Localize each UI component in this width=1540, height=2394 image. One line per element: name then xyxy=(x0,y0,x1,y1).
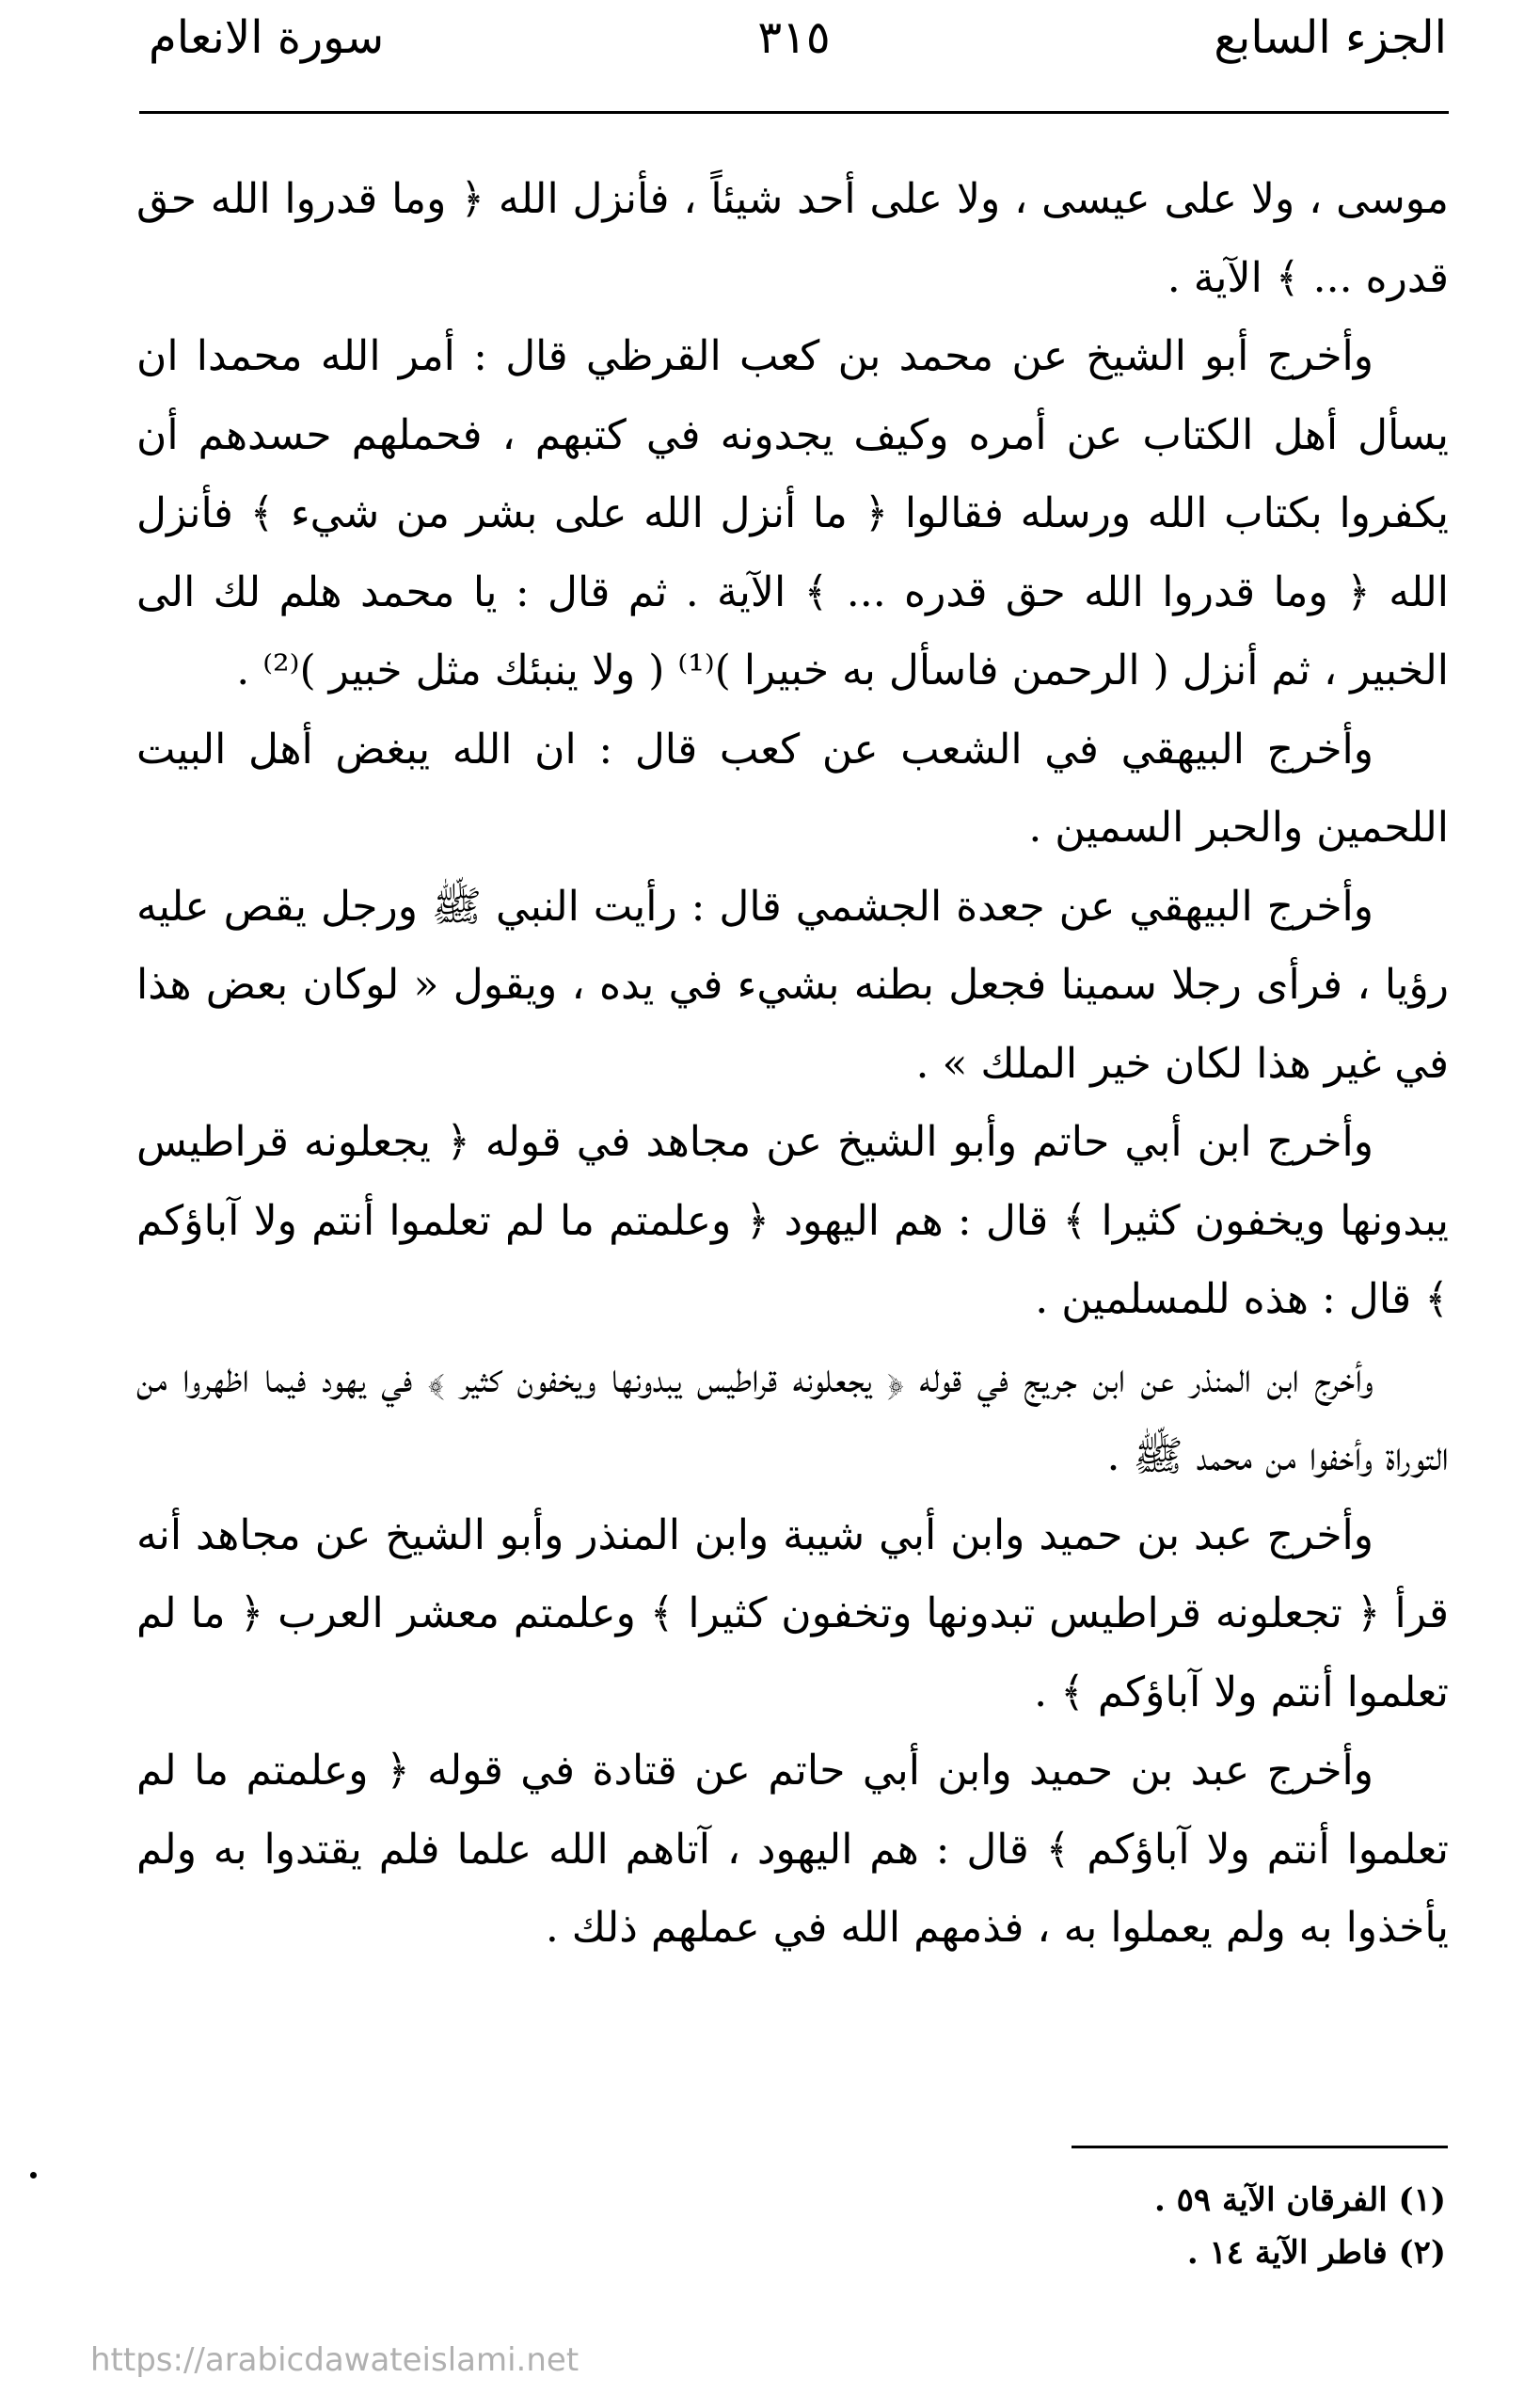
footnote-1: (١) الفرقان الآية ٥٩ . xyxy=(1153,2181,1446,2219)
juz-title: الجزء السابع xyxy=(1214,11,1447,64)
margin-dot xyxy=(30,2172,37,2179)
surah-title: سورة الانعام xyxy=(149,11,385,64)
page-number: ٣١٥ xyxy=(757,11,831,64)
paragraph: وأخرج البيهقي في الشعب عن كعب قال : ان الله يبغض أهل البيت اللحمين والحبر السمين . xyxy=(136,725,1449,852)
paragraph: وأخرج ابن المنذر عن ابن جريج في قوله ﴿ يجعلونه قراطيس يبدونها ويخفون كثير ﴾ في يهود فيما اظهروا من التوراة وأخفوا من محمد ﷺ . xyxy=(136,1353,1449,1480)
paragraph: وأخرج عبد بن حميد وابن أبي حاتم عن قتادة في قوله ﴿ وعلمتم ما لم تعلموا أنتم ولا آباؤكم ﴾ قال : هم اليهود ، آتاهم الله علما فلم يقتدوا به ولم يأخذوا به ولم يعملوا به ، فذمهم الله في عملهم ذلك . xyxy=(136,1747,1449,1952)
paragraph: وأخرج عبد بن حميد وابن أبي شيبة وابن المنذر وأبو الشيخ عن مجاهد أنه قرأ ﴿ تجعلونه قراطيس تبدونها وتخفون كثيرا ﴾ وعلمتم معشر العرب ﴿ ما لم تعلموا أنتم ولا آباؤكم ﴾ . xyxy=(136,1510,1449,1716)
paragraph-continuation: موسى ، ولا على عيسى ، ولا على أحد شيئاً ، فأنزل الله ﴿ وما قدروا الله حق قدره ... ﴾ الآية . xyxy=(136,175,1449,302)
paragraph: وأخرج أبو الشيخ عن محمد بن كعب القرظي قال : أمر الله محمدا ان يسأل أهل الكتاب عن أمره وكيف يجدونه في كتبهم ، فحملهم حسدهم أن يكفروا بكتاب الله ورسله فقالوا ﴿ ما أنزل الله على بشر من شيء ﴾ فأنزل الله ﴿ وما قدروا الله حق قدره ... ﴾ الآية . ثم قال : يا محمد هلم لك الى الخبير ، ثم أنزل ( الرحمن فاسأل به خبيرا )⁽¹⁾ ( ولا ينبئك مثل خبير )⁽²⁾ . xyxy=(136,332,1449,694)
page-header xyxy=(141,0,1447,104)
watermark-url: https://arabicdawateislami.net xyxy=(90,2341,579,2379)
paragraph: وأخرج البيهقي عن جعدة الجشمي قال : رأيت النبي ﷺ ورجل يقص عليه رؤيا ، فرأى رجلا سمينا فجعل بطنه بشيء في يده ، ويقول « لوكان بعض هذا في غير هذا لكان خير الملك » . xyxy=(136,882,1449,1088)
paragraph: وأخرج ابن أبي حاتم وأبو الشيخ عن مجاهد في قوله ﴿ يجعلونه قراطيس يبدونها ويخفون كثيرا ﴾ قال : هم اليهود ﴿ وعلمتم ما لم تعلموا أنتم ولا آباؤكم ﴾ قال : هذه للمسلمين . xyxy=(136,1118,1449,1323)
main-text xyxy=(136,160,1449,1968)
header-divider xyxy=(139,111,1449,114)
footnote-divider xyxy=(1072,2146,1448,2148)
footnote-2: (٢) فاطر الآية ١٤ . xyxy=(1186,2234,1446,2272)
footnotes xyxy=(1154,2174,1446,2279)
